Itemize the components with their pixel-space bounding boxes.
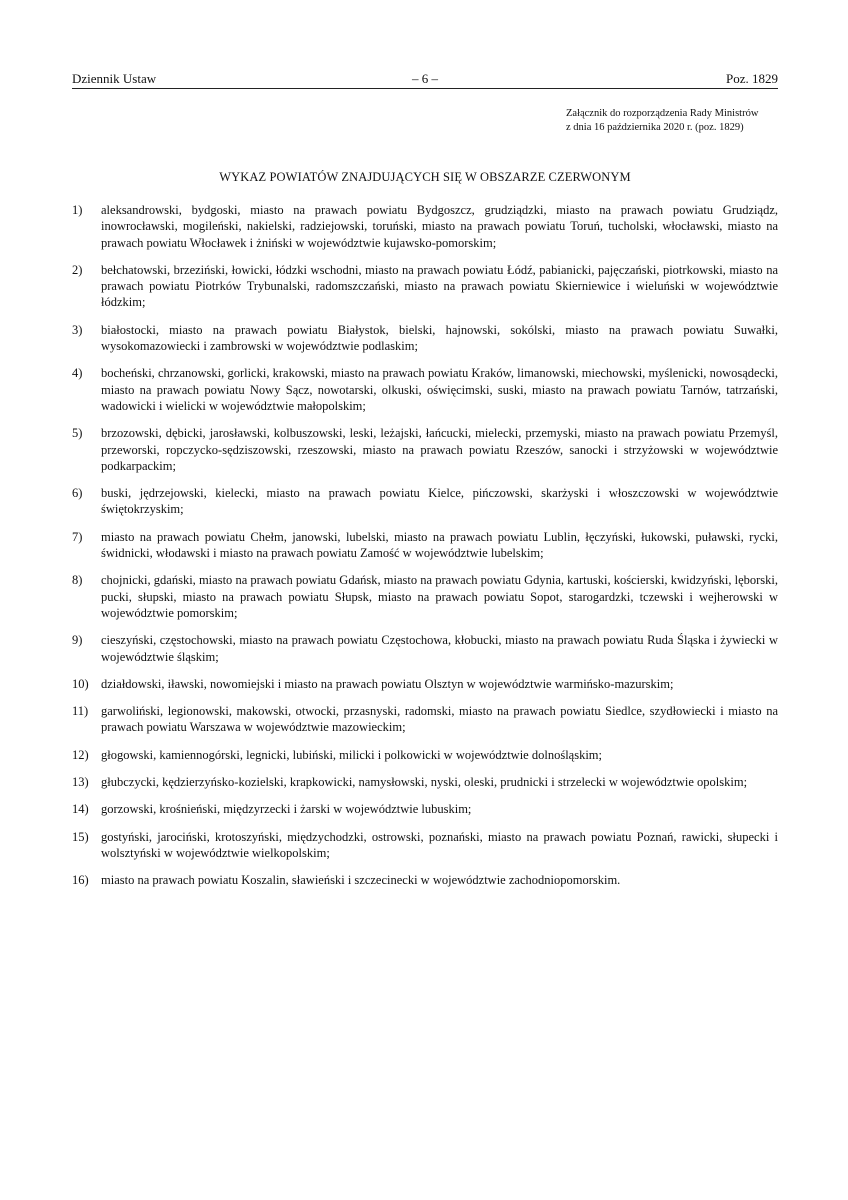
item-number: 4) <box>72 366 83 381</box>
list-item <box>72 632 778 665</box>
item-number: 15) <box>72 829 89 844</box>
item-number: 5) <box>72 426 83 441</box>
item-number: 3) <box>72 322 83 337</box>
item-text: aleksandrowski, bydgoski, miasto na prawach powiatu Bydgoszcz, grudziądzki, miasto na prawach powiatu Grudziądz, inowrocławski, mogileński, nakielski, radziejowski, toruński, miasto na prawach powiatu Toruń, tucholski, włocławski, miasto na prawach powiatu Włocławek i żniński w województwie kujawsko-pomorskim; <box>101 203 778 250</box>
item-number: 8) <box>72 573 83 588</box>
list-item <box>72 202 778 251</box>
item-text: bełchatowski, brzeziński, łowicki, łódzki wschodni, miasto na prawach powiatu Łódź, pabianicki, pajęczański, piotrkowski, miasto na prawach powiatu Piotrków Trybunalski, radomszczański, miasto na prawach powiatu Skierniewice i wieluński w województwie łódzkim; <box>101 262 778 310</box>
item-text: głubczycki, kędzierzyńsko-kozielski, krapkowicki, namysłowski, nyski, oleski, prudnicki i strzelecki w województwie opolskim; <box>101 775 748 790</box>
item-text: cieszyński, częstochowski, miasto na prawach powiatu Częstochowa, kłobucki, miasto na prawach powiatu Ruda Śląska i żywiecki w województwie śląskim; <box>101 633 778 664</box>
list-item <box>72 322 778 355</box>
county-list <box>72 202 778 900</box>
position-number: Poz. 1829 <box>726 71 778 86</box>
item-number: 9) <box>72 633 83 648</box>
item-number: 7) <box>72 529 83 544</box>
item-text: brzozowski, dębicki, jarosławski, kolbuszowski, leski, leżajski, łańcucki, mielecki, przemyski, miasto na prawach powiatu Przemyśl, przeworski, ropczycko-sędziszowski, rzeszowski, miasto na prawach powiatu Rzeszów, sanocki i strzyżowski w województwie podkarpackim; <box>101 426 778 473</box>
item-text: gorzowski, krośnieński, międzyrzecki i żarski w województwie lubuskim; <box>101 802 472 817</box>
list-item <box>72 872 778 888</box>
list-item <box>72 703 778 736</box>
item-text: bocheński, chrzanowski, gorlicki, krakowski, miasto na prawach powiatu Kraków, limanowski, miechowski, myślenicki, nowosądecki, miasto na prawach powiatu Nowy Sącz, nowotarski, olkuski, oświęcimski, suski, miasto na prawach powiatu Tarnów, tatrzański, wadowicki i wielicki w województwie małopolskim; <box>101 366 778 413</box>
list-item <box>72 747 778 763</box>
item-text: chojnicki, gdański, miasto na prawach powiatu Gdańsk, miasto na prawach powiatu Gdynia, kartuski, kościerski, kwidzyński, lęborski, pucki, słupski, miasto na prawach powiatu Słupsk, miasto na prawach powiatu Sopot, starogardzki, tczewski i wejherowski w województwie pomorskim; <box>101 573 778 620</box>
list-item <box>72 572 778 621</box>
item-text: białostocki, miasto na prawach powiatu Białystok, bielski, hajnowski, sokólski, miasto na prawach powiatu Suwałki, wysokomazowiecki i zambrowski w województwie podlaskim; <box>101 322 778 354</box>
item-number: 2) <box>72 262 83 277</box>
document-title: WYKAZ POWIATÓW ZNAJDUJĄCYCH SIĘ W OBSZARZE CZERWONYM <box>219 170 631 184</box>
annex-note <box>566 107 796 135</box>
item-text: garwoliński, legionowski, makowski, otwocki, przasnyski, radomski, miasto na prawach powiatu Siedlce, szydłowiecki i miasto na prawach powiatu Warszawa w województwie mazowieckim; <box>101 704 778 735</box>
running-header <box>72 70 778 88</box>
item-number: 12) <box>72 747 89 762</box>
list-item <box>72 485 778 518</box>
item-number: 10) <box>72 676 89 691</box>
list-item <box>72 801 778 817</box>
item-number: 14) <box>72 802 89 817</box>
item-number: 6) <box>72 486 83 501</box>
list-item <box>72 829 778 862</box>
annex-line-2: z dnia 16 października 2020 r. (poz. 1829) <box>566 122 744 133</box>
annex-line-1: Załącznik do rozporządzenia Rady Ministrów <box>566 108 759 119</box>
item-text: buski, jędrzejowski, kielecki, miasto na prawach powiatu Kielce, pińczowski, skarżyski i włoszczowski w województwie świętokrzyskim; <box>101 486 778 517</box>
list-item <box>72 774 778 790</box>
item-text: miasto na prawach powiatu Chełm, janowski, lubelski, miasto na prawach powiatu Lublin, łęczyński, łukowski, puławski, rycki, świdnicki, włodawski i miasto na prawach powiatu Zamość w województwie lubelskim; <box>101 529 778 561</box>
list-item <box>72 262 778 311</box>
page-number: – 6 – <box>412 71 438 86</box>
item-number: 13) <box>72 775 89 790</box>
item-text: działdowski, iławski, nowomiejski i miasto na prawach powiatu Olsztyn w województwie warmińsko-mazurskim; <box>101 676 674 691</box>
item-number: 16) <box>72 873 89 888</box>
list-item <box>72 365 778 414</box>
item-number: 1) <box>72 203 83 217</box>
list-item <box>72 529 778 562</box>
journal-name: Dziennik Ustaw <box>72 71 157 86</box>
list-item <box>72 676 778 692</box>
list-item <box>72 425 778 474</box>
item-text: gostyński, jarociński, krotoszyński, międzychodzki, ostrowski, poznański, miasto na prawach powiatu Poznań, rawicki, słupecki i wolsztyński w województwie wielkopolskim; <box>101 829 778 860</box>
header-divider <box>72 88 778 89</box>
item-text: miasto na prawach powiatu Koszalin, sławieński i szczecinecki w województwie zachodniopomorskim. <box>101 873 621 888</box>
item-number: 11) <box>72 704 89 719</box>
item-text: głogowski, kamiennogórski, legnicki, lubiński, milicki i polkowicki w województwie dolnośląskim; <box>101 747 602 762</box>
